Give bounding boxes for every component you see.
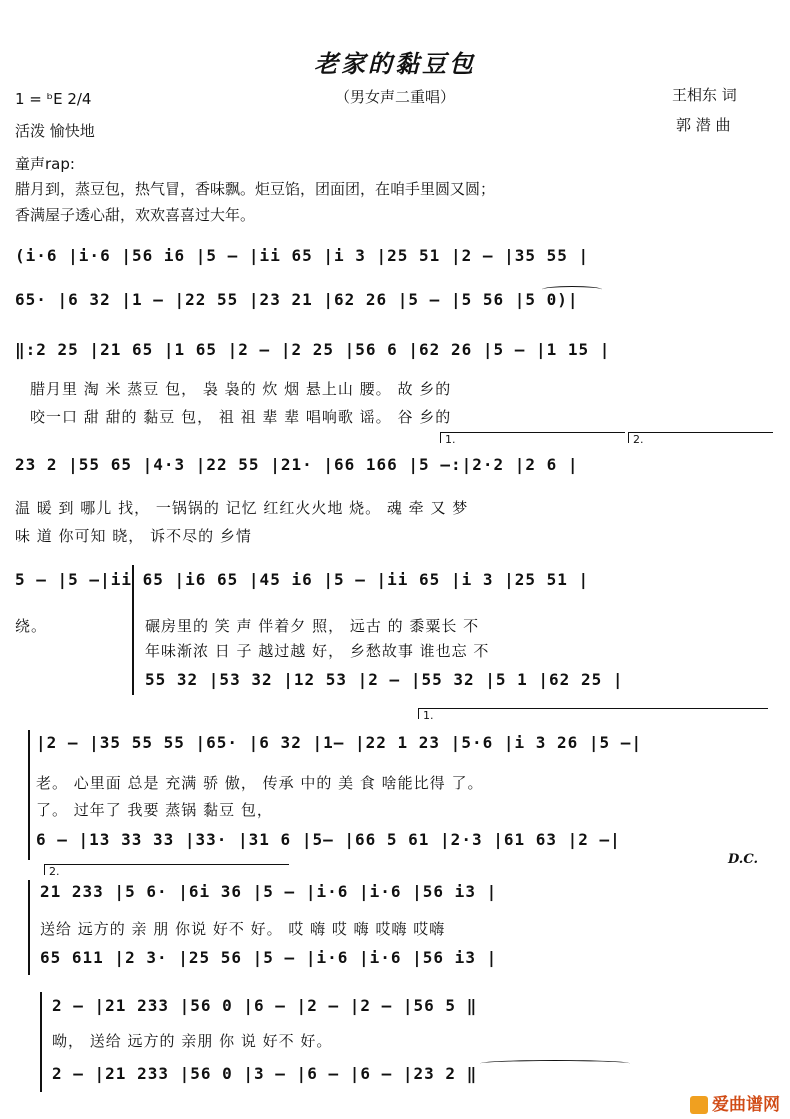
tempo-marking: 活泼 愉快地 <box>15 122 95 140</box>
music-note-icon <box>690 1096 708 1114</box>
score-row-3: ‖:2 25 |21 65 |1 65 |2 — |2 25 |56 6 |62 26 |5 — |1 15 | <box>15 340 611 359</box>
watermark-logo: 爱曲谱网 <box>690 1090 780 1115</box>
rap-line-1: 腊月到，蒸豆包，热气冒，香味飘。炬豆馅，团面团，在咱手里圆又圆； <box>15 180 496 198</box>
lyric-row-4-verse-2: 味 道 你可知 晓， 诉不尽的 乡情 <box>15 527 252 545</box>
duet-bracket <box>28 730 30 860</box>
rap-line-2: 香满屋子透心甜，欢欢喜喜过大年。 <box>15 206 256 224</box>
lyric-row-7: 送给 远方的 亲 朋 你说 好不 好。 哎 嗨 哎 嗨 哎嗨 哎嗨 <box>40 920 446 938</box>
rap-label: 童声rap: <box>15 155 75 173</box>
lyric-row-6-verse-1: 老。 心里面 总是 充满 骄 傲， 传承 中的 美 食 啥能比得 了。 <box>36 774 484 792</box>
lyric-row-8: 呦， 送给 远方的 亲朋 你 说 好不 好。 <box>52 1032 333 1050</box>
lyric-row-6-verse-2: 了。 过年了 我要 蒸锅 黏豆 包， <box>36 801 273 819</box>
key-signature: 1 = ᵇE 2/4 <box>15 90 92 108</box>
lyric-row-5-end: 绕。 <box>15 617 48 635</box>
score-row-5-lower: 55 32 |53 32 |12 53 |2 — |55 32 |5 1 |62 25 | <box>145 670 624 689</box>
lyric-row-3-verse-2: 咬一口 甜 甜的 黏豆 包， 祖 祖 辈 辈 唱响歌 谣。 谷 乡的 <box>30 408 452 426</box>
da-capo-mark: D.C. <box>728 852 758 867</box>
score-row-2: 65· |6 32 |1 — |22 55 |23 21 |62 26 |5 — |5 56 |5 0)| <box>15 290 579 309</box>
composer: 郭 潜 曲 <box>676 116 731 134</box>
score-row-7: 21 233 |5 6· |6i 36 |5 — |i·6 |i·6 |56 i3 | <box>40 882 498 901</box>
score-row-7-lower: 65 611 |2 3· |25 56 |5 — |i·6 |i·6 |56 i3 | <box>40 948 498 967</box>
tie-slur <box>542 286 602 293</box>
duet-bracket <box>40 992 42 1092</box>
lyricist: 王相东 词 <box>672 86 737 104</box>
volta-1: 1. <box>440 432 625 443</box>
score-row-5: 5 — |5 —|ii 65 |i6 65 |45 i6 |5 — |ii 65 |i 3 |25 51 | <box>15 570 590 589</box>
volta-1: 1. <box>418 708 768 719</box>
score-row-8-lower: 2 — |21 233 |56 0 |3 — |6 — |6 — |23 2 ‖ <box>52 1064 478 1083</box>
score-row-8: 2 — |21 233 |56 0 |6 — |2 — |2 — |56 5 ‖ <box>52 996 478 1015</box>
volta-2: 2. <box>44 864 289 875</box>
volta-2: 2. <box>628 432 773 443</box>
score-row-6-lower: 6 — |13 33 33 |33· |31 6 |5— |66 5 61 |2·3 |61 63 |2 —| <box>36 830 621 849</box>
score-row-4: 23 2 |55 65 |4·3 |22 55 |21· |66 166 |5 —:|2·2 |2 6 | <box>15 455 579 474</box>
duet-bracket <box>28 880 30 975</box>
lyric-row-4-verse-1: 温 暖 到 哪儿 找， 一锅锅的 记忆 红红火火地 烧。 魂 牵 又 梦 <box>15 499 469 517</box>
score-row-6: |2 — |35 55 55 |65· |6 32 |1— |22 1 23 |5·6 |i 3 26 |5 —| <box>36 733 643 752</box>
song-subtitle: （男女声二重唱） <box>334 88 455 106</box>
lyric-row-3-verse-1: 腊月里 淘 米 蒸豆 包， 袅 袅的 炊 烟 悬上山 腰。 故 乡的 <box>30 380 452 398</box>
lyric-row-5-verse-1: 碾房里的 笑 声 伴着夕 照， 远古 的 黍粟长 不 <box>145 617 480 635</box>
score-row-1: (i·6 |i·6 |56 i6 |5 — |ii 65 |i 3 |25 51 |2 — |35 55 | <box>15 246 590 265</box>
lyric-row-5-verse-2: 年味渐浓 日 子 越过越 好， 乡愁故事 谁也忘 不 <box>145 642 490 660</box>
song-title: 老家的黏豆包 <box>314 49 476 78</box>
tie-slur <box>480 1060 630 1067</box>
